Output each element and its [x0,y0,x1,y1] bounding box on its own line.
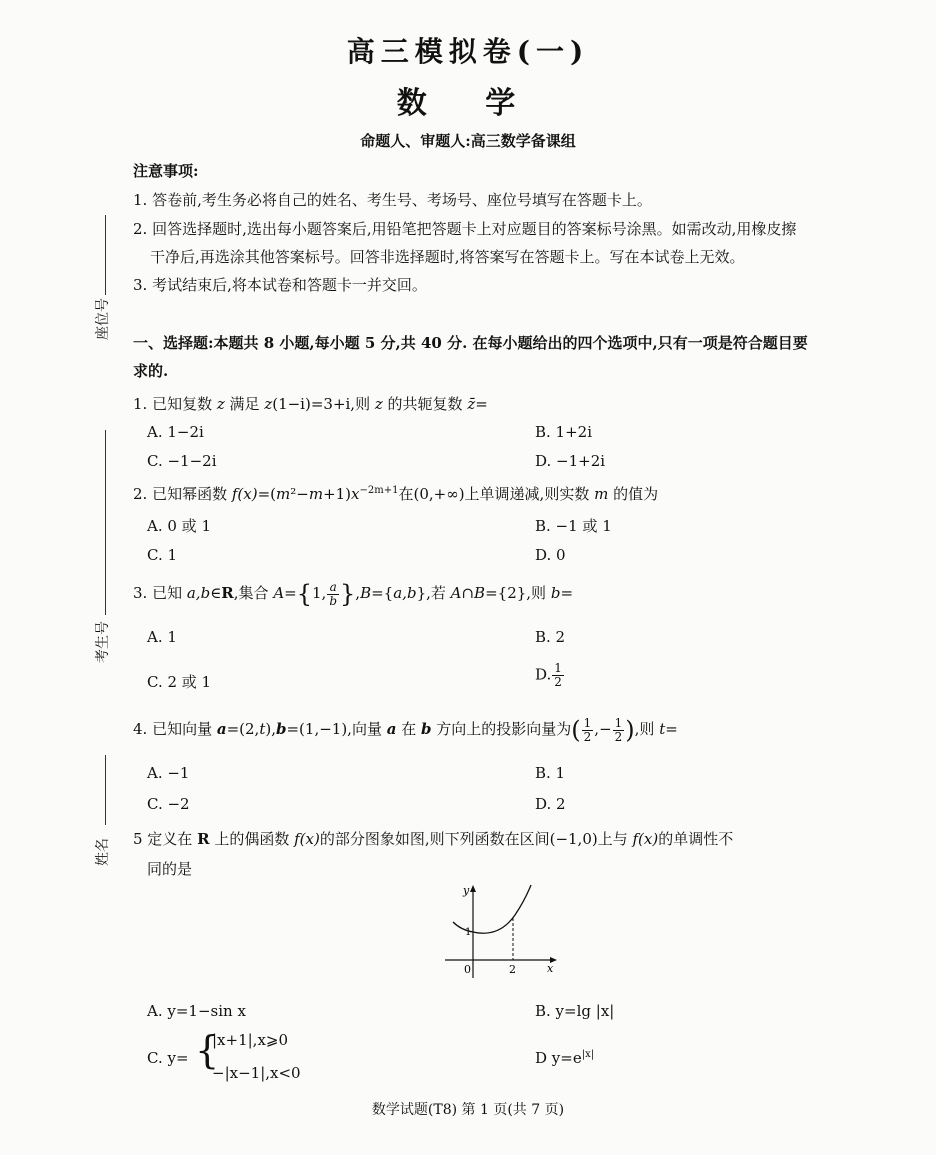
subject-title: 数 学 [396,86,540,121]
q4-option-c: C. −2 [147,795,190,813]
q5-option-d: D $y=e^{|x|}$ [535,1049,595,1067]
section-heading-line-2: 求的. [133,362,169,380]
seat-label: 座位号 [95,298,111,340]
exam-no-line [105,430,106,615]
question-5-stem-line-1: 5 定义在 R 上的偶函数 f(x)的部分图象如图,则下列函数在区间(−1,0)上与 f(x)的单调性不 [133,830,734,848]
q4-option-a: A. −1 [147,764,190,782]
q5-option-c-case-2: −|x−1|,x<0 [212,1064,301,1082]
question-3-stem: 3. 已知 a,b∈R,集合 A={1, $\frac{a}{b}$ },B={a,b},若 A∩B={2},则 b= [133,579,574,608]
graph-y-label: y [463,884,470,897]
notice-heading: 注意事项: [133,162,199,180]
q1-option-d: D. −1+2i [535,452,606,470]
q3-option-c: C. 2 或 1 [147,673,212,691]
q5-option-b: B. y=lg |x| [535,1002,615,1020]
notice-item-1: 1. 答卷前,考生务必将自己的姓名、考生号、考场号、座位号填写在答题卡上。 [133,191,652,209]
page-footer: 数学试题(T8) 第 1 页(共 7 页) [371,1102,565,1118]
fraction-a-over-b: $\frac{a}{b}$ [329,579,338,608]
q3-option-d: D. $\frac{1}{2}$ [535,661,562,689]
question-2-stem: 2. 已知幂函数 $f(x)=(m^2-m+1)x^{-2m+1}$在(0,+∞)上单调递减,则实数 m 的值为 [133,485,659,503]
section-heading-line-1: 一、选择题:本题共 8 小题,每小题 5 分,共 40 分. 在每小题给出的四个选项中,只有一项是符合题目要 [133,334,808,352]
y-axis-arrow [470,885,476,892]
seat-line [105,215,106,295]
name-line [105,755,106,825]
notice-item-2-line-1: 2. 回答选择题时,选出每小题答案后,用铅笔把答题卡上对应题目的答案标号涂黑。如需改动,用橡皮擦 [133,220,797,238]
question-4-stem: 4. 已知向量 a=(2,t),b=(1,−1),向量 a 在 b 方向上的投影向量为( $\frac{1}{2}$ ,− $\frac{1}{2}$ ),则 t= [133,715,678,744]
q4-option-b: B. 1 [535,764,566,782]
question-5-stem-line-2: 同的是 [147,860,193,878]
graph-tick-1: 1 [465,927,472,938]
q3-option-b: B. 2 [535,628,566,646]
q5-option-a: A. y=1−sin x [147,1002,246,1020]
notice-item-3: 3. 考试结束后,将本试卷和答题卡一并交回。 [133,276,427,294]
q5-option-c-label: C. y= [147,1049,189,1067]
graph-x-label: x [547,962,554,975]
q1-option-c: C. −1−2i [147,452,217,470]
q2-option-c: C. 1 [147,546,178,564]
exam-no-label: 考生号 [95,621,111,663]
q2-option-a: A. 0 或 1 [147,517,211,535]
question-1-stem: 1. 已知复数 z 满足 z(1−i)=3+i,则 z 的共轭复数 z̄= [133,395,488,413]
name-label: 姓名 [95,838,111,866]
notice-item-2-line-2: 干净后,再选涂其他答案标号。回答非选择题时,将答案写在答题卡上。写在本试卷上无效。 [150,248,745,266]
authors-line: 命题人、审题人:高三数学备课组 [360,132,576,150]
graph-origin-label: 0 [464,963,471,976]
exam-title: 高三模拟卷(一) [346,35,590,68]
q3-option-a: A. 1 [147,628,177,646]
q5-option-c-case-1: |x+1|,x⩾0 [212,1031,289,1049]
graph-tick-2: 2 [509,963,516,976]
q5-option-c-brace: { [195,1028,220,1072]
q1-option-b: B. 1+2i [535,423,593,441]
q2-option-b: B. −1 或 1 [535,517,612,535]
q1-option-a: A. 1−2i [147,423,204,441]
function-graph [435,880,565,980]
q2-option-d: D. 0 [535,546,566,564]
q4-option-d: D. 2 [535,795,566,813]
